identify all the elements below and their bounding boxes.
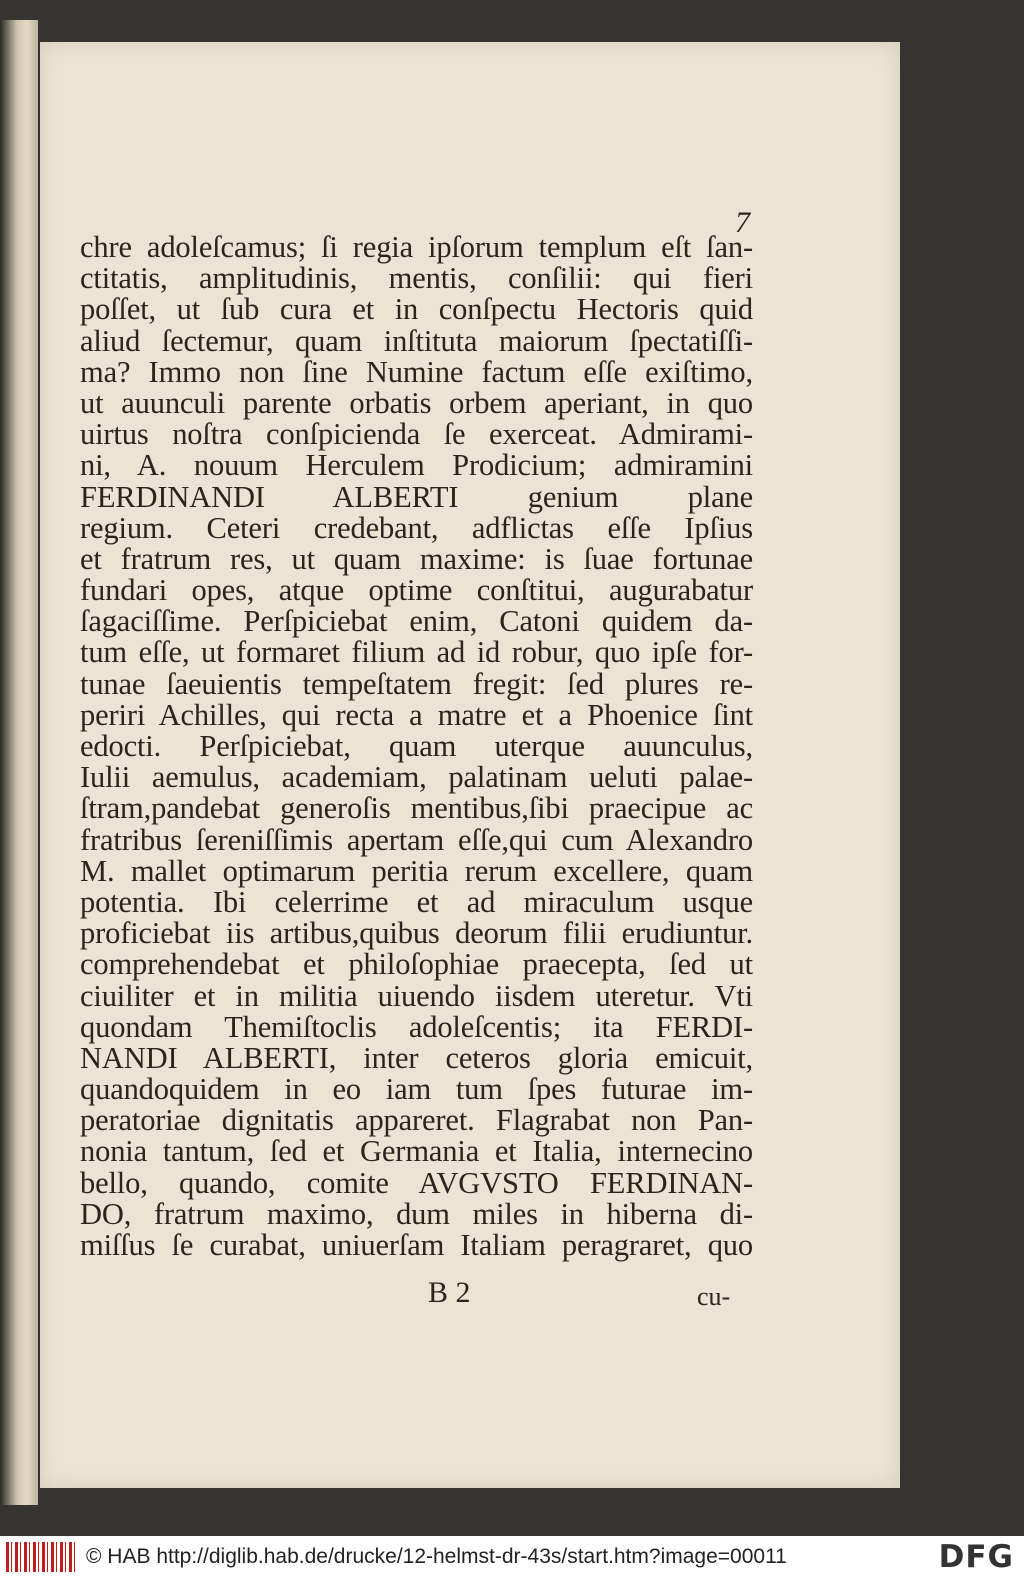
- text-line: proficiebat iis artibus,quibus deorum filii erudiuntur.: [80, 916, 753, 951]
- text-line: NANDI ALBERTI, inter ceteros gloria emicuit,: [80, 1040, 753, 1075]
- text-line: comprehendebat et philoſophiae praecepta, ſed ut: [80, 947, 753, 982]
- facing-page-edge: [0, 20, 38, 1505]
- footer-bar: [0, 1536, 1024, 1579]
- barcode-icon: [6, 1542, 76, 1572]
- text-line: ma? Immo non ſine Numine factum eſſe exiſtimo,: [80, 354, 753, 389]
- text-line: ut auunculi parente orbatis orbem aperiant, in quo: [80, 385, 753, 420]
- text-line: quandoquidem in eo iam tum ſpes futurae im-: [80, 1072, 753, 1107]
- text-line: tunae ſaeuientis tempeſtatem fregit: ſed plures re-: [80, 666, 753, 701]
- text-line: quondam Themiſtoclis adoleſcentis; ita FERDI-: [80, 1009, 753, 1044]
- text-line: chre adoleſcamus; ſi regia ipſorum templum eſt ſan-: [80, 230, 753, 264]
- dfg-logo: DFG: [938, 1539, 1014, 1575]
- text-line: tum eſſe, ut formaret filium ad id robur, quo ipſe for-: [80, 635, 753, 670]
- text-line: poſſet, ut ſub cura et in conſpectu Hectoris quid: [80, 292, 753, 327]
- text-line: Iulii aemulus, academiam, palatinam ueluti palae-: [80, 760, 753, 795]
- text-line: ctitatis, amplitudinis, mentis, conſilii: qui fieri: [80, 261, 753, 296]
- text-line: potentia. Ibi celerrime et ad miraculum usque: [80, 884, 753, 919]
- text-line: aliud ſectemur, quam inſtituta maiorum ſpectatiſſi-: [80, 323, 753, 358]
- text-line: M. mallet optimarum peritia rerum excellere, quam: [80, 853, 753, 888]
- text-line: ſagaciſſime. Perſpiciebat enim, Catoni quidem da-: [80, 604, 753, 639]
- text-line: nonia tantum, ſed et Germania et Italia, internecino: [80, 1134, 753, 1169]
- text-line: fratribus ſereniſſimis apertam eſſe,qui cum Alexandro: [80, 822, 753, 857]
- signature-mark: B 2: [428, 1276, 471, 1309]
- catchword: cu-: [697, 1282, 731, 1311]
- body-text: [80, 232, 753, 1261]
- page-number: 7: [735, 206, 750, 239]
- text-line: uirtus noſtra conſpicienda ſe exerceat. Admirami-: [80, 417, 753, 452]
- text-line: DO, fratrum maximo, dum miles in hiberna di-: [80, 1196, 753, 1231]
- text-line: miſſus ſe curabat, uniuerſam Italiam peragraret, quo: [80, 1228, 753, 1262]
- text-line: FERDINANDI ALBERTI genium plane: [80, 479, 753, 514]
- text-line: peratoriae dignitatis appareret. Flagrabat non Pan-: [80, 1103, 753, 1138]
- text-line: bello, quando, comite AVGVSTO FERDINAN-: [80, 1165, 753, 1200]
- text-line: ſtram,pandebat generoſis mentibus,ſibi praecipue ac: [80, 791, 753, 826]
- text-line: et fratrum res, ut quam maxime: is ſuae fortunae: [80, 541, 753, 576]
- text-line: regium. Ceteri credebant, adflictas eſſe Ipſius: [80, 510, 753, 545]
- text-line: edocti. Perſpiciebat, quam uterque auunculus,: [80, 729, 753, 763]
- text-line: periri Achilles, qui recta a matre et a Phoenice ſint: [80, 697, 753, 732]
- text-line: ciuiliter et in militia uiuendo iisdem uteretur. Vti: [80, 978, 753, 1013]
- text-line: ni, A. nouum Herculem Prodicium; admiramini: [80, 448, 753, 483]
- text-line: fundari opes, atque optime conſtitui, augurabatur: [80, 573, 753, 608]
- footer-source-link[interactable]: © HAB http://diglib.hab.de/drucke/12-helmst-dr-43s/start.htm?image=00011: [86, 1545, 787, 1568]
